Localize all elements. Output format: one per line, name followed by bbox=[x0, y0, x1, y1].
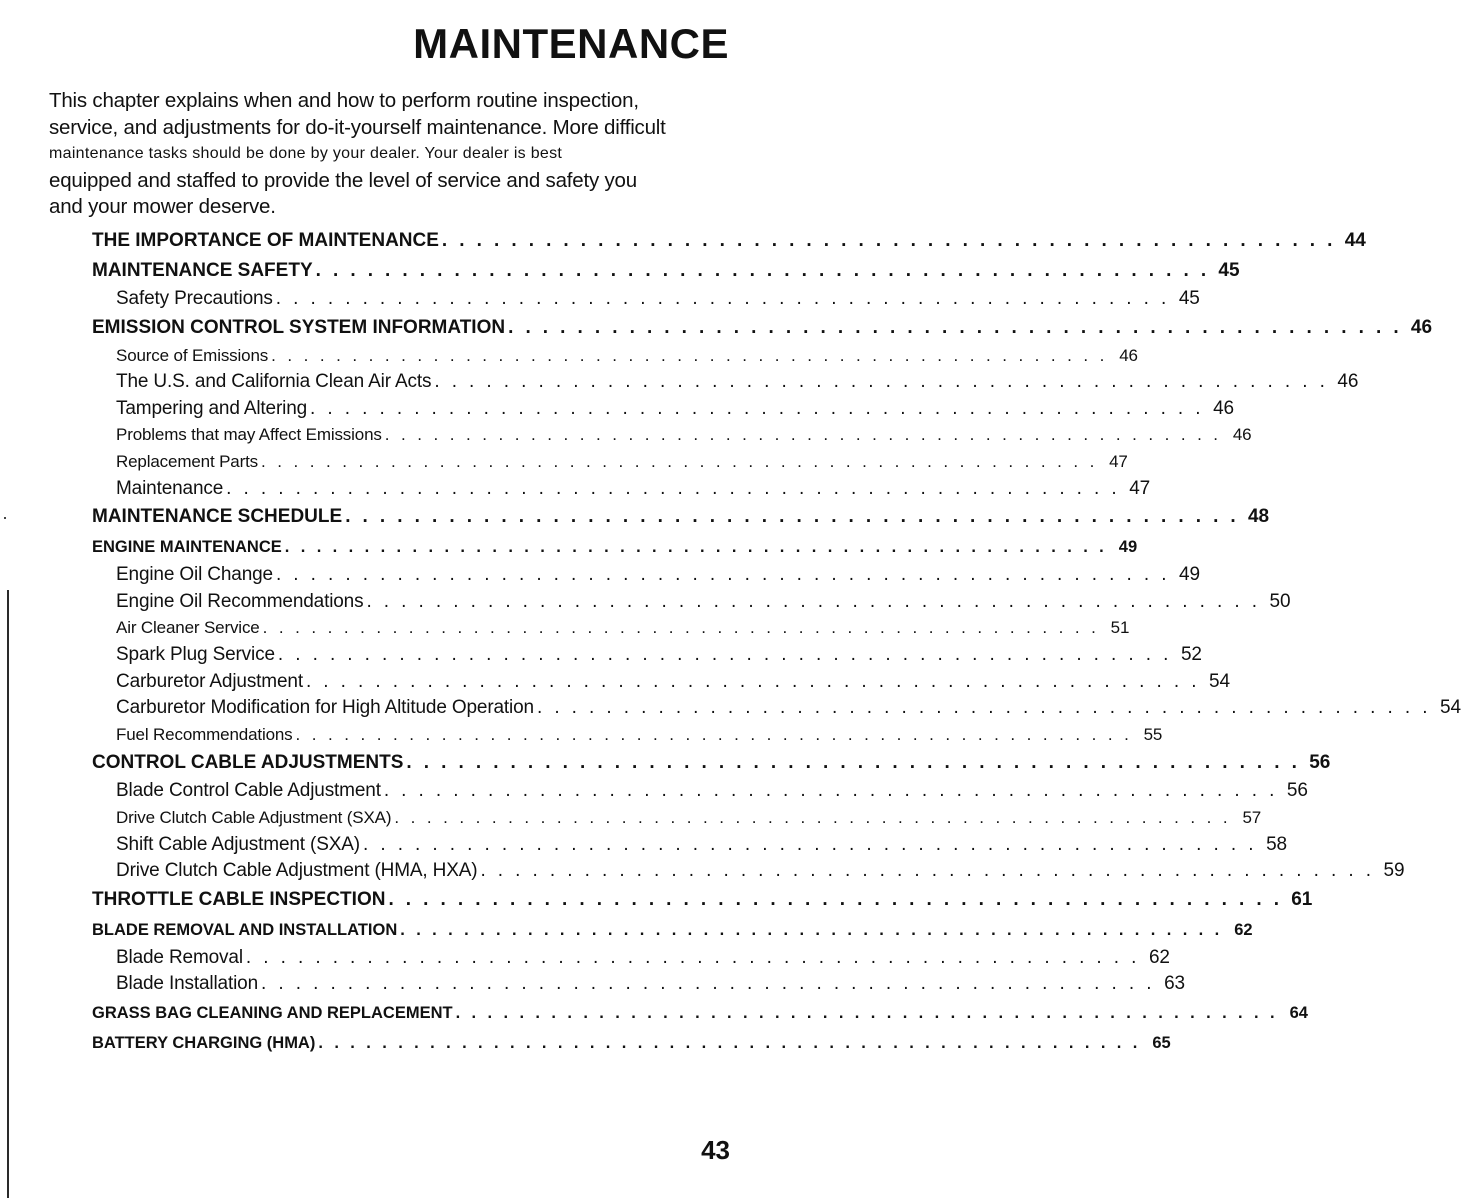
page-title: MAINTENANCE bbox=[413, 20, 729, 67]
toc-entry bbox=[92, 369, 1359, 396]
toc-entry bbox=[92, 286, 1200, 313]
toc-entry bbox=[92, 832, 1287, 859]
toc-entry-page: 45 bbox=[1218, 260, 1240, 281]
toc-leader: . . . . . . . . . . . . . . . . . . . . . . . . . . . . . . . . . . . . . . . . . . . . . . . . . . . . bbox=[261, 973, 1155, 995]
toc-entry-label: Blade Installation bbox=[116, 973, 259, 995]
toc-leader: . . . . . . . . . . . . . . . . . . . . . . . . . . . . . . . . . . . . . . . . . . . . . . . . . . . . bbox=[388, 888, 1283, 910]
toc-entry bbox=[92, 642, 1202, 669]
intro-line: maintenance tasks should be done by your dealer. Your dealer is best bbox=[49, 145, 563, 162]
toc-entry-label: Source of Emissions bbox=[116, 345, 269, 365]
toc-entry-label: CONTROL CABLE ADJUSTMENTS bbox=[92, 752, 404, 774]
toc-entry-label: ENGINE MAINTENANCE bbox=[92, 538, 282, 557]
toc-leader: . . . . . . . . . . . . . . . . . . . . . . . . . . . . . . . . . . . . . . . . . . . . . . . . . . . . bbox=[262, 618, 1100, 638]
toc-entry-page: 59 bbox=[1383, 860, 1405, 882]
toc-entry-page: 56 bbox=[1286, 780, 1308, 802]
toc-entry bbox=[92, 778, 1308, 805]
toc-entry bbox=[92, 343, 1138, 370]
toc-entry-label: Shift Cable Adjustment (SXA) bbox=[116, 833, 360, 855]
toc-entry-label: BATTERY CHARGING (HMA) bbox=[92, 1033, 316, 1052]
toc-entry-label: Drive Clutch Cable Adjustment (SXA) bbox=[116, 807, 392, 827]
toc-entry-label: Blade Control Cable Adjustment bbox=[116, 780, 381, 802]
toc-entry bbox=[92, 502, 1270, 532]
toc-entry-label: EMISSION CONTROL SYSTEM INFORMATION bbox=[92, 316, 506, 338]
toc-entry bbox=[92, 1028, 1171, 1058]
toc-entry-label: Replacement Parts bbox=[116, 451, 259, 471]
toc-entry-label: Maintenance bbox=[116, 477, 224, 499]
toc-entry-label: Air Cleaner Service bbox=[116, 618, 260, 638]
toc-entry bbox=[92, 422, 1252, 449]
toc-entry-page: 61 bbox=[1291, 888, 1313, 910]
toc-entry-label: Tampering and Altering bbox=[116, 397, 308, 419]
binding-edge-line bbox=[7, 590, 9, 1198]
toc-entry-page: 46 bbox=[1410, 316, 1433, 338]
toc-entry-page: 47 bbox=[1129, 477, 1151, 499]
toc-entry-label: THROTTLE CABLE INSPECTION bbox=[92, 888, 386, 910]
toc-entry-page: 55 bbox=[1143, 724, 1163, 744]
toc-leader: . . . . . . . . . . . . . . . . . . . . . . . . . . . . . . . . . . . . . . . . . . . . . . . . . . . . bbox=[245, 946, 1140, 968]
toc-entry-page: 62 bbox=[1148, 946, 1170, 968]
toc-entry bbox=[92, 562, 1200, 589]
toc-entry bbox=[92, 748, 1331, 778]
toc-leader: . . . . . . . . . . . . . . . . . . . . . . . . . . . . . . . . . . . . . . . . . . . . . . . . . . . . bbox=[284, 538, 1108, 557]
toc-entry bbox=[92, 532, 1138, 562]
toc-entry-page: 47 bbox=[1109, 451, 1128, 471]
toc-leader: . . . . . . . . . . . . . . . . . . . . . . . . . . . . . . . . . . . . . . . . . . . . . . . . . . . . bbox=[345, 506, 1240, 528]
toc-leader: . . . . . . . . . . . . . . . . . . . . . . . . . . . . . . . . . . . . . . . . . . . . . . . . . . . . bbox=[383, 780, 1278, 802]
toc-entry-page: 48 bbox=[1247, 506, 1270, 528]
toc-entry bbox=[92, 449, 1128, 476]
toc-entry-label: Spark Plug Service bbox=[116, 643, 275, 665]
toc-entry-page: 49 bbox=[1179, 564, 1200, 586]
toc-leader: . . . . . . . . . . . . . . . . . . . . . . . . . . . . . . . . . . . . . . . . . . . . . . . . . . . . bbox=[271, 345, 1108, 365]
toc-entry-page: 57 bbox=[1242, 807, 1262, 827]
toc-entry-label: Fuel Recommendations bbox=[116, 724, 293, 744]
toc-leader: . . . . . . . . . . . . . . . . . . . . . . . . . . . . . . . . . . . . . . . . . . . . . . . . . . . . bbox=[366, 590, 1261, 612]
toc-entry-label: THE IMPORTANCE OF MAINTENANCE bbox=[92, 230, 439, 251]
toc-entry bbox=[92, 945, 1170, 972]
toc-entry bbox=[92, 998, 1308, 1028]
toc-entry-page: 49 bbox=[1118, 538, 1138, 557]
toc-leader: . . . . . . . . . . . . . . . . . . . . . . . . . . . . . . . . . . . . . . . . . . . . . . . . . . . . bbox=[384, 425, 1222, 445]
toc-leader: . . . . . . . . . . . . . . . . . . . . . . . . . . . . . . . . . . . . . . . . . . . . . . . . . . . . bbox=[226, 477, 1121, 499]
intro-line: service, and adjustments for do-it-yourself maintenance. More difficult bbox=[49, 115, 666, 139]
toc-entry-label: Carburetor Adjustment bbox=[116, 670, 303, 692]
toc-entry-label: Engine Oil Recommendations bbox=[116, 590, 364, 612]
toc-entry-page: 46 bbox=[1213, 397, 1234, 419]
toc-entry-page: 54 bbox=[1209, 670, 1230, 692]
toc-leader: . . . . . . . . . . . . . . . . . . . . . . . . . . . . . . . . . . . . . . . . . . . . . . . . . . . . bbox=[434, 371, 1329, 393]
toc-entry-label: Problems that may Affect Emissions bbox=[116, 425, 382, 445]
toc-entry-page: 54 bbox=[1440, 697, 1461, 719]
toc-entry-page: 62 bbox=[1234, 920, 1253, 939]
toc-entry-page: 46 bbox=[1337, 371, 1359, 393]
toc-entry-page: 64 bbox=[1289, 1003, 1308, 1022]
toc-entry-page: 46 bbox=[1232, 425, 1252, 445]
intro-line: equipped and staffed to provide the level of service and safety you bbox=[49, 168, 637, 192]
toc-entry bbox=[92, 256, 1240, 286]
toc-leader: . . . . . . . . . . . . . . . . . . . . . . . . . . . . . . . . . . . . . . . . . . . . . . . . . . . . bbox=[295, 724, 1133, 744]
toc-entry-page: 56 bbox=[1309, 752, 1331, 774]
toc-entry-page: 51 bbox=[1110, 618, 1130, 638]
toc-entry-label: Safety Precautions bbox=[116, 288, 273, 309]
toc-entry bbox=[92, 722, 1163, 749]
toc-entry-page: 50 bbox=[1269, 590, 1291, 612]
toc-entry bbox=[92, 805, 1262, 832]
toc-leader: . . . . . . . . . . . . . . . . . . . . . . . . . . . . . . . . . . . . . . . . . . . . . . . . . . . . bbox=[394, 807, 1232, 827]
toc-leader: . . . . . . . . . . . . . . . . . . . . . . . . . . . . . . . . . . . . . . . . . . . . . . . . . . . . bbox=[406, 752, 1301, 774]
toc-entry-page: 45 bbox=[1178, 288, 1200, 309]
toc-leader: . . . . . . . . . . . . . . . . . . . . . . . . . . . . . . . . . . . . . . . . . . . . . . . . . . . . bbox=[362, 833, 1257, 855]
toc-entry-label: Carburetor Modification for High Altitude Operation bbox=[116, 697, 534, 719]
toc-entry-label: The U.S. and California Clean Air Acts bbox=[116, 371, 432, 393]
intro-line: This chapter explains when and how to perform routine inspection, bbox=[49, 89, 639, 112]
page-number: 43 bbox=[701, 1135, 730, 1165]
toc-leader: . . . . . . . . . . . . . . . . . . . . . . . . . . . . . . . . . . . . . . . . . . . . . . . . . . . . bbox=[536, 697, 1431, 719]
toc-leader: . . . . . . . . . . . . . . . . . . . . . . . . . . . . . . . . . . . . . . . . . . . . . . . . . . . . bbox=[455, 1003, 1278, 1022]
toc-entry-label: Drive Clutch Cable Adjustment (HMA, HXA) bbox=[116, 860, 478, 882]
toc-entry bbox=[92, 695, 1461, 722]
toc-entry bbox=[92, 669, 1230, 696]
toc-leader: . . . . . . . . . . . . . . . . . . . . . . . . . . . . . . . . . . . . . . . . . . . . . . . . . . . . bbox=[261, 451, 1098, 471]
toc-entry-label: GRASS BAG CLEANING AND REPLACEMENT bbox=[92, 1003, 453, 1022]
toc-entry bbox=[92, 858, 1405, 885]
toc-leader: . . . . . . . . . . . . . . . . . . . . . . . . . . . . . . . . . . . . . . . . . . . . . . . . . . . . bbox=[318, 1033, 1141, 1052]
table-of-contents bbox=[92, 226, 1461, 1058]
toc-leader: . . . . . . . . . . . . . . . . . . . . . . . . . . . . . . . . . . . . . . . . . . . . . . . . . . . . bbox=[310, 397, 1204, 419]
toc-entry-label: MAINTENANCE SCHEDULE bbox=[92, 506, 343, 528]
toc-entry-page: 46 bbox=[1119, 345, 1138, 365]
toc-entry bbox=[92, 885, 1313, 915]
toc-leader: . . . . . . . . . . . . . . . . . . . . . . . . . . . . . . . . . . . . . . . . . . . . . . . . . . . . bbox=[305, 670, 1200, 692]
intro-line: and your mower deserve. bbox=[49, 195, 276, 218]
toc-entry-label: Engine Oil Change bbox=[116, 564, 273, 586]
toc-entry bbox=[92, 615, 1130, 642]
toc-leader: . . . . . . . . . . . . . . . . . . . . . . . . . . . . . . . . . . . . . . . . . . . . . . . . . . . . bbox=[315, 260, 1210, 281]
toc-entry bbox=[92, 476, 1151, 503]
toc-entry-page: 58 bbox=[1266, 833, 1287, 855]
toc-entry bbox=[92, 313, 1433, 343]
toc-entry bbox=[92, 915, 1253, 945]
toc-entry bbox=[92, 396, 1234, 423]
toc-entry-page: 63 bbox=[1164, 973, 1185, 995]
toc-entry-label: Blade Removal bbox=[116, 946, 243, 968]
intro-paragraph bbox=[49, 88, 739, 221]
toc-entry-page: 65 bbox=[1152, 1033, 1171, 1052]
toc-leader: . . . . . . . . . . . . . . . . . . . . . . . . . . . . . . . . . . . . . . . . . . . . . . . . . . . . bbox=[480, 860, 1375, 882]
toc-entry-page: 52 bbox=[1180, 643, 1202, 665]
toc-entry-label: BLADE REMOVAL AND INSTALLATION bbox=[92, 920, 398, 939]
toc-leader: . . . . . . . . . . . . . . . . . . . . . . . . . . . . . . . . . . . . . . . . . . . . . . . . . . . . bbox=[400, 920, 1223, 939]
toc-leader: . . . . . . . . . . . . . . . . . . . . . . . . . . . . . . . . . . . . . . . . . . . . . . . . . . . . bbox=[508, 316, 1403, 338]
toc-leader: . . . . . . . . . . . . . . . . . . . . . . . . . . . . . . . . . . . . . . . . . . . . . . . . . . . . bbox=[277, 643, 1172, 665]
toc-leader: . . . . . . . . . . . . . . . . . . . . . . . . . . . . . . . . . . . . . . . . . . . . . . . . . . . . bbox=[275, 288, 1170, 309]
toc-entry bbox=[92, 589, 1291, 616]
toc-entry bbox=[92, 971, 1185, 998]
toc-entry-label: MAINTENANCE SAFETY bbox=[92, 260, 313, 281]
toc-entry-page: 44 bbox=[1344, 230, 1366, 251]
toc-entry bbox=[92, 226, 1366, 256]
toc-leader: . . . . . . . . . . . . . . . . . . . . . . . . . . . . . . . . . . . . . . . . . . . . . . . . . . . . bbox=[275, 564, 1170, 586]
scan-mark bbox=[4, 517, 6, 519]
toc-leader: . . . . . . . . . . . . . . . . . . . . . . . . . . . . . . . . . . . . . . . . . . . . . . . . . . . . bbox=[441, 230, 1336, 251]
